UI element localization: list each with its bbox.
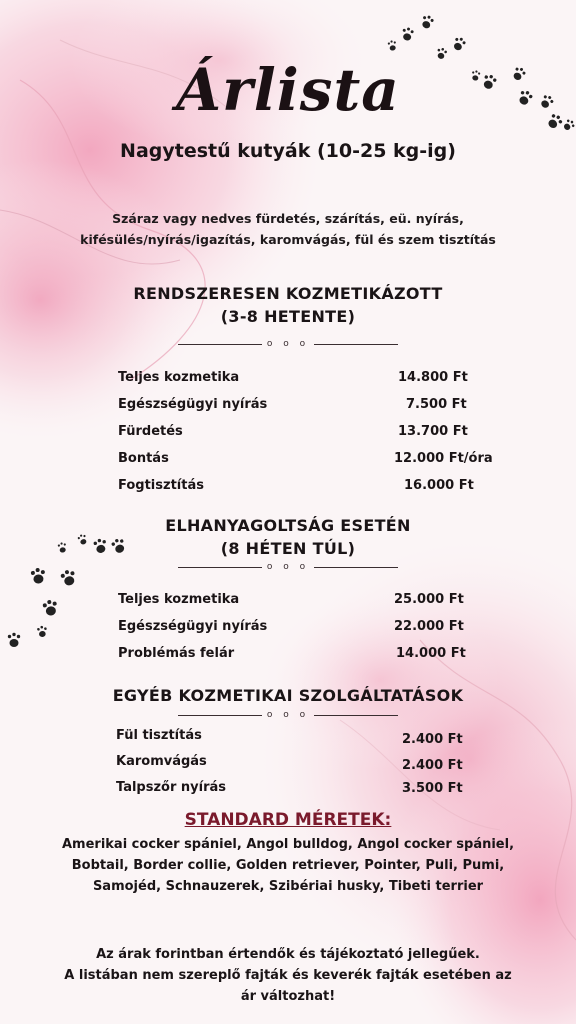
standard-sizes-title: STANDARD MÉRETEK: bbox=[184, 810, 392, 830]
section-divider bbox=[178, 338, 398, 350]
section-heading-neglected bbox=[0, 514, 576, 560]
service-price: 3.500 Ft bbox=[402, 781, 463, 796]
section-heading-regular bbox=[0, 282, 576, 328]
service-name: Problémás felár bbox=[118, 646, 235, 661]
price-row bbox=[118, 393, 518, 417]
service-price: 2.400 Ft bbox=[402, 758, 463, 773]
section-heading-line: ELHANYAGOLTSÁG ESETÉN bbox=[165, 516, 411, 535]
footer-line: Az árak forintban értendők és tájékoztató jellegűek. bbox=[96, 947, 480, 962]
price-row bbox=[118, 588, 518, 612]
service-name: Teljes kozmetika bbox=[118, 592, 240, 607]
service-name: Fürdetés bbox=[118, 424, 183, 439]
section-heading-line: RENDSZERESEN KOZMETIKÁZOTT bbox=[133, 284, 443, 303]
price-row bbox=[118, 474, 518, 498]
service-price: 25.000 Ft bbox=[394, 592, 464, 607]
breed-list bbox=[36, 834, 540, 897]
divider-dots: o o o bbox=[266, 562, 310, 572]
service-name: Fogtisztítás bbox=[118, 478, 204, 493]
service-price: 14.000 Ft bbox=[396, 646, 466, 661]
service-price: 16.000 Ft bbox=[404, 478, 474, 493]
price-row bbox=[118, 642, 518, 666]
section-heading-other-services bbox=[0, 684, 576, 707]
service-price: 22.000 Ft bbox=[394, 619, 464, 634]
page-title: Árlista bbox=[176, 56, 400, 124]
price-row bbox=[118, 447, 518, 471]
service-price: 12.000 Ft/óra bbox=[394, 451, 493, 466]
service-price: 2.400 Ft bbox=[402, 732, 463, 747]
service-name: Fül tisztítás bbox=[116, 728, 202, 743]
price-row bbox=[116, 724, 516, 748]
description-line: Száraz vagy nedves fürdetés, szárítás, eü. nyírás, bbox=[112, 211, 464, 226]
section-heading-line: (8 HÉTEN TÚL) bbox=[220, 539, 356, 558]
breed-list-line: Bobtail, Border collie, Golden retriever, Pointer, Puli, Pumi, bbox=[71, 858, 505, 873]
price-row bbox=[118, 420, 518, 444]
footer-line: A listában nem szereplő fajták és keverék fajták esetében az bbox=[64, 968, 512, 983]
service-name: Teljes kozmetika bbox=[118, 370, 240, 385]
divider-dots: o o o bbox=[266, 339, 310, 349]
description-line: kifésülés/nyírás/igazítás, karomvágás, fül és szem tisztítás bbox=[80, 232, 496, 247]
breed-list-line: Amerikai cocker spániel, Angol bulldog, Angol cocker spániel, bbox=[61, 837, 515, 852]
price-row bbox=[118, 615, 518, 639]
service-name: Egészségügyi nyírás bbox=[118, 619, 268, 634]
price-row bbox=[118, 366, 518, 390]
divider-dots: o o o bbox=[266, 710, 310, 720]
section-heading-line: EGYÉB KOZMETIKAI SZOLGÁLTATÁSOK bbox=[112, 686, 464, 705]
service-description bbox=[40, 208, 536, 250]
footer-line: ár változhat! bbox=[240, 989, 336, 1004]
service-price: 13.700 Ft bbox=[398, 424, 468, 439]
section-divider bbox=[178, 561, 398, 573]
breed-list-line: Samojéd, Schnauzerek, Szibériai husky, Tibeti terrier bbox=[92, 879, 484, 894]
section-divider bbox=[178, 709, 398, 721]
service-price: 7.500 Ft bbox=[406, 397, 467, 412]
section-heading-line: (3-8 HETENTE) bbox=[220, 307, 356, 326]
service-price: 14.800 Ft bbox=[398, 370, 468, 385]
price-row bbox=[116, 750, 516, 774]
service-name: Egészségügyi nyírás bbox=[118, 397, 268, 412]
price-row bbox=[116, 776, 516, 800]
service-name: Talpszőr nyírás bbox=[116, 780, 227, 795]
service-name: Bontás bbox=[118, 451, 169, 466]
footer-note bbox=[30, 944, 546, 1007]
service-name: Karomvágás bbox=[116, 754, 207, 769]
page-subtitle: Nagytestű kutyák (10-25 kg-ig) bbox=[120, 140, 456, 162]
